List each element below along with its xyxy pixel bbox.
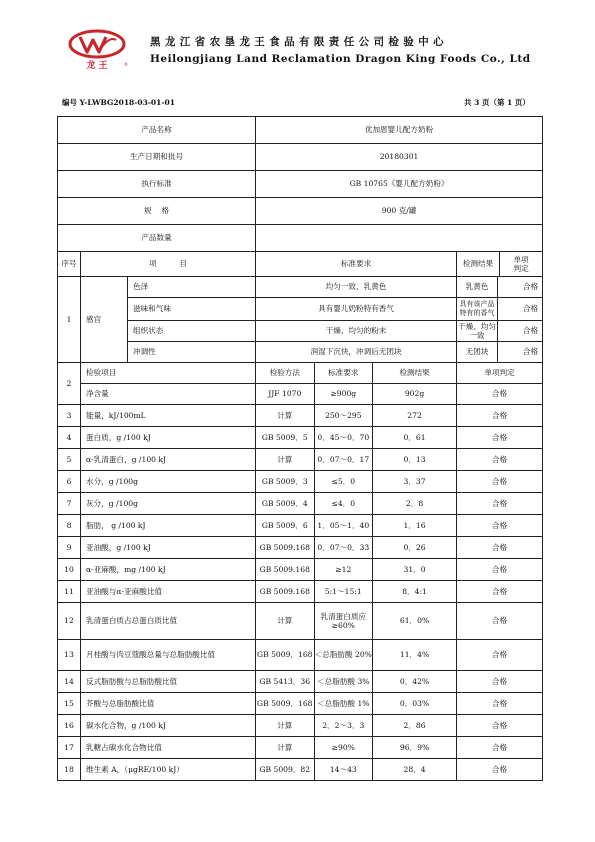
test-method: GB 5009．4 [256,493,315,514]
test-result: 1．16 [373,515,457,537]
info-label: 产品数量 [58,225,256,252]
sensory-req: 干燥、均匀的粉末 [256,321,457,342]
test-verdict: 合格 [457,693,543,715]
method-req [256,559,373,581]
sensory-group: 感官 [81,277,128,363]
info-value: 900 克/罐 [256,198,543,225]
test-result: 0．26 [373,537,457,559]
method-req [256,384,373,405]
test-requirement: ＜总脂肪酸 20% [314,650,372,660]
test-verdict: 合格 [457,427,543,449]
table-row [58,640,543,671]
sub-header-row [58,363,543,384]
test-requirement: 250～295 [324,410,362,420]
test-requirement: 0．07～0．33 [317,542,370,552]
method-req [256,640,373,671]
row-no: 12 [58,603,81,640]
method-req [256,427,373,449]
row-no: 10 [58,559,81,581]
test-result: 28．4 [373,759,457,781]
info-row [58,117,543,144]
test-verdict: 合格 [457,471,543,493]
sensory-req: 润湿下沉快，冲调后无团块 [256,342,457,363]
test-result: 2．8 [373,493,457,515]
table-row [58,581,543,603]
company-name-en: Heilongjiang Land Reclamation Dragon King Foods Co., Ltd [150,53,531,65]
sensory-item: 组织状态 [128,321,256,342]
sensory-verdict: 合格 [522,326,539,336]
test-method: GB 5413．36 [256,671,315,692]
info-row [58,225,543,252]
test-method: 计算 [256,737,315,758]
info-row [58,171,543,198]
col-item-header: 项 目 [81,252,256,277]
col-result-header: 检测结果 [457,252,500,276]
test-verdict: 合格 [457,405,543,427]
test-requirement: ≤5．0 [331,476,356,486]
test-item: 亚油酸与α-亚麻酸比值 [81,581,256,603]
test-result: 31．0 [373,559,457,581]
method-req [256,471,373,493]
test-method: 计算 [256,603,315,639]
table-row [58,671,543,693]
test-result: 2．86 [373,715,457,737]
row-no: 8 [58,515,81,537]
sensory-result: 干燥、均匀一致 [457,321,498,341]
test-item: 碳水化合物，g /100 kJ [81,715,256,737]
dragon-king-logo [66,28,130,70]
test-item: 乳清蛋白质占总蛋白质比值 [81,603,256,640]
row-no: 1 [58,277,81,363]
test-requirement: ≥90% [331,742,355,752]
sensory-item: 滋味和气味 [128,298,256,321]
method-req [256,515,373,537]
test-item: 能量，kJ/100mL [81,405,256,427]
row-no: 13 [58,640,81,671]
test-method: GB 5009．5 [256,427,315,448]
row-no: 4 [58,427,81,449]
sub-header-method-req [256,363,373,384]
row-no: 5 [58,449,81,471]
test-requirement: 0．45～0．70 [317,432,370,442]
row-no: 11 [58,581,81,603]
col-result-verdict-header [457,252,543,277]
test-method: GB 5009．168 [256,640,315,670]
sensory-result-verdict [457,298,543,321]
table-row [58,537,543,559]
col-no-header: 序号 [58,252,81,277]
method-req [256,493,373,515]
method-req [256,405,373,427]
col-verdict-header: 单项 判定 [513,254,529,273]
test-result: 902g [373,384,457,405]
test-requirement: 1．05～1．40 [317,520,370,530]
test-method: GB 5009．82 [256,759,315,780]
table-row [58,515,543,537]
sensory-row [58,298,543,321]
column-header-row [58,252,543,277]
test-item: 蛋白质，g /100 kJ [81,427,256,449]
test-item: 水分，g /100g [81,471,256,493]
sub-header-verdict: 单项判定 [457,363,543,384]
info-value: 20180301 [256,144,543,171]
test-method: GB 5009．168 [256,693,315,714]
test-method: 计算 [256,449,315,470]
sensory-req: 具有婴儿奶粉特有香气 [256,298,457,321]
test-verdict: 合格 [457,384,543,405]
sensory-result: 乳黄色 [457,277,498,297]
test-item: 反式脂肪酸与总脂肪酸比值 [81,671,256,693]
method-req [256,581,373,603]
test-requirement: 2．2～3．3 [322,720,365,730]
test-item: 乳糖占碳水化合物比值 [81,737,256,759]
table-row [58,603,543,640]
sensory-row [58,321,543,342]
table-row [58,759,543,781]
info-value: 优加恩婴儿配方奶粉 [256,117,543,144]
test-result: 0．13 [373,449,457,471]
svg-text:®: ® [124,62,128,67]
info-label: 执行标准 [58,171,256,198]
net-content-row [58,384,543,405]
test-requirement: ＜总脂肪酸 3% [317,676,370,686]
test-item: 芥酸与总脂肪酸比值 [81,693,256,715]
test-method: JJF 1070 [256,384,315,404]
page-info: 共 3 页（第 1 页） [464,98,530,107]
info-label: 产品名称 [58,117,256,144]
row-no: 6 [58,471,81,493]
test-item: 月桂酸与肉豆蔻酸总量与总脂肪酸比值 [81,640,256,671]
test-item: α-乳清蛋白，g /100 kJ [81,449,256,471]
test-requirement: ＜总脂肪酸 1% [317,698,370,708]
logo-text: 龙 王 [86,61,108,70]
row-no: 14 [58,671,81,693]
test-result: 0．03% [373,693,457,715]
sub-header-method: 检验方法 [256,363,315,383]
test-result: 3．37 [373,471,457,493]
method-req [256,603,373,640]
table-row [58,405,543,427]
table-row [58,493,543,515]
sub-header-result: 检测结果 [373,363,457,384]
sensory-result-verdict [457,321,543,342]
table-row [58,427,543,449]
info-row [58,198,543,225]
sensory-verdict: 合格 [522,304,539,314]
row-no: 17 [58,737,81,759]
info-label: 规 格 [58,198,256,225]
table-row [58,693,543,715]
info-value: GB 10765《婴儿配方奶粉》 [256,171,543,198]
test-requirement: 0．07～0．17 [317,454,370,464]
row-no: 9 [58,537,81,559]
method-req [256,737,373,759]
test-verdict: 合格 [457,449,543,471]
test-result: 272 [373,405,457,427]
row-no: 2 [58,363,81,405]
test-item: 灰分，g /100g [81,493,256,515]
info-label: 生产日期和批号 [58,144,256,171]
test-verdict: 合格 [457,671,543,693]
test-item: 亚油酸，g /100 kJ [81,537,256,559]
test-result: 8．4:1 [373,581,457,603]
row-no: 15 [58,693,81,715]
test-result: 11．4% [373,640,457,671]
method-req [256,715,373,737]
sensory-result: 具有该产品特有的香气 [457,298,498,320]
sub-header-item: 检验项目 [81,363,256,384]
test-requirement: ≥12 [335,564,352,574]
test-verdict: 合格 [457,581,543,603]
test-verdict: 合格 [457,640,543,671]
test-result: 96．9% [373,737,457,759]
test-requirement: ≤4．0 [331,498,356,508]
info-value [256,225,543,252]
test-method: GB 5009．6 [256,515,315,536]
test-method: GB 5009.168 [256,537,315,558]
test-requirement: 14～43 [329,764,357,774]
method-req [256,759,373,781]
test-requirement: 乳清蛋白质应≥60% [320,611,367,630]
test-requirement: 5:1～15:1 [324,586,362,596]
sub-header-req: 标准要求 [328,368,359,378]
row-no: 16 [58,715,81,737]
row-no: 3 [58,405,81,427]
method-req [256,537,373,559]
table-row [58,715,543,737]
document-number: 编号 Y-LWBG2018-03-01-01 [62,98,175,107]
test-item: 净含量 [81,384,256,405]
table-row [58,449,543,471]
test-item: 脂肪， g /100 kJ [81,515,256,537]
test-item: α-亚麻酸，mg /100 kJ [81,559,256,581]
info-row [58,144,543,171]
result-rows [58,405,543,781]
test-verdict: 合格 [457,603,543,640]
sensory-result: 无团块 [457,342,498,362]
sensory-row [58,277,543,298]
sensory-result-verdict [457,342,543,363]
test-item: 维生素 A，（μgRE/100 kJ） [81,759,256,781]
test-method: GB 5009.168 [256,559,315,580]
test-method: 计算 [256,715,315,736]
sensory-verdict: 合格 [522,347,539,357]
col-req-header: 标准要求 [256,252,457,277]
test-verdict: 合格 [457,493,543,515]
table-row [58,737,543,759]
test-verdict: 合格 [457,515,543,537]
sensory-req: 均匀一致、乳黄色 [256,277,457,298]
test-method: GB 5009.168 [256,581,315,602]
method-req [256,693,373,715]
test-verdict: 合格 [457,759,543,781]
table-row [58,559,543,581]
sensory-item: 色泽 [128,277,256,298]
test-result: 0．42% [373,671,457,693]
sensory-result-verdict [457,277,543,298]
test-result: 61．0% [373,603,457,640]
method-req [256,671,373,693]
method-req [256,449,373,471]
sensory-row [58,342,543,363]
test-verdict: 合格 [457,559,543,581]
test-verdict: 合格 [457,737,543,759]
table-row [58,471,543,493]
inspection-table [57,116,543,781]
test-verdict: 合格 [457,537,543,559]
sensory-item: 冲调性 [128,342,256,363]
sensory-verdict: 合格 [522,282,539,292]
test-method: 计算 [256,405,315,426]
row-no: 18 [58,759,81,781]
test-requirement: ≥900g [330,389,357,399]
test-verdict: 合格 [457,715,543,737]
company-name-cn: 黑龙江省农垦龙王食品有限责任公司检验中心 [150,36,448,48]
test-method: GB 5009．3 [256,471,315,492]
test-result: 0．61 [373,427,457,449]
row-no: 7 [58,493,81,515]
